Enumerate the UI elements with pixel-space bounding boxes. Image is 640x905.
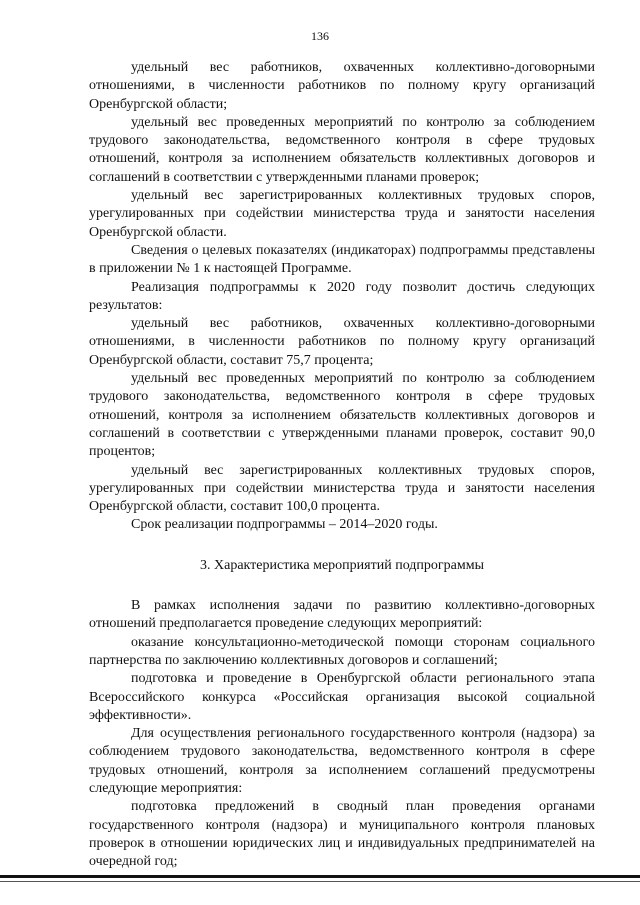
paragraph: подготовка и проведение в Оренбургской области регионального этапа Всероссийского конкурса «Российская организация высокой социальной эффективности». <box>89 671 595 723</box>
paragraph: удельный вес зарегистрированных коллективных трудовых споров, урегулированных при содействии министерства труда и занятости населения Оренбургской области, составит 100,0 процента. <box>89 462 595 515</box>
section-heading: 3. Характеристика мероприятий подпрограммы <box>200 557 484 573</box>
bottom-divider <box>0 875 640 878</box>
document-body <box>89 59 595 871</box>
paragraph: Для осуществления регионального государственного контроля (надзора) за соблюдением трудового законодательства, ведомственного контроля в сфере трудовых отношений, контроля за исполнением соглашений предусмотрены следующие мероприятия: <box>89 726 595 796</box>
paragraph: В рамках исполнения задачи по развитию коллективно-договорных отношений предполагается проведение следующих мероприятий: <box>89 598 595 632</box>
paragraph: удельный вес проведенных мероприятий по контролю за соблюдением трудового законодательства, ведомственного контроля в сфере трудовых отношений, контроля за исполнением обязательств коллективных договоров и соглашений в соответствии с утвержденными планами проверок, составит 90,0 процентов; <box>89 371 595 460</box>
paragraph: удельный вес работников, охваченных коллективно-договорными отношениями, в численности работников по полному кругу организаций Оренбургской области; <box>89 60 595 112</box>
paragraph: удельный вес зарегистрированных коллективных трудовых споров, урегулированных при содействии министерства труда и занятости населения Оренбургской области. <box>89 188 595 240</box>
paragraph: Реализация подпрограммы к 2020 году позволит достичь следующих результатов: <box>89 279 595 313</box>
paragraph: удельный вес работников, охваченных коллективно-договорными отношениями, в численности работников по полному кругу организаций Оренбургской области, составит 75,7 процента; <box>89 316 595 368</box>
paragraph: удельный вес проведенных мероприятий по контролю за соблюдением трудового законодательства, ведомственного контроля в сфере трудовых отношений, контроля за исполнением обязательств коллективных договоров и соглашений в соответствии с утвержденными планами проверок; <box>89 114 595 185</box>
paragraph: Сведения о целевых показателях (индикаторах) подпрограммы представлены в приложении № 1 к настоящей Программе. <box>89 242 595 277</box>
bottom-divider-thin <box>0 881 640 882</box>
page-number: 136 <box>311 29 329 43</box>
paragraph: Срок реализации подпрограммы – 2014–2020 годы. <box>131 517 438 533</box>
paragraph: подготовка предложений в сводный план проведения органами государственного контроля (надзора) и муниципального контроля плановых проверок в отношении юридических лиц и индивидуальных предпринимателей на очередной год; <box>89 799 595 870</box>
paragraph: оказание консультационно-методической помощи сторонам социального партнерства по заключению коллективных договоров и соглашений; <box>89 634 595 668</box>
